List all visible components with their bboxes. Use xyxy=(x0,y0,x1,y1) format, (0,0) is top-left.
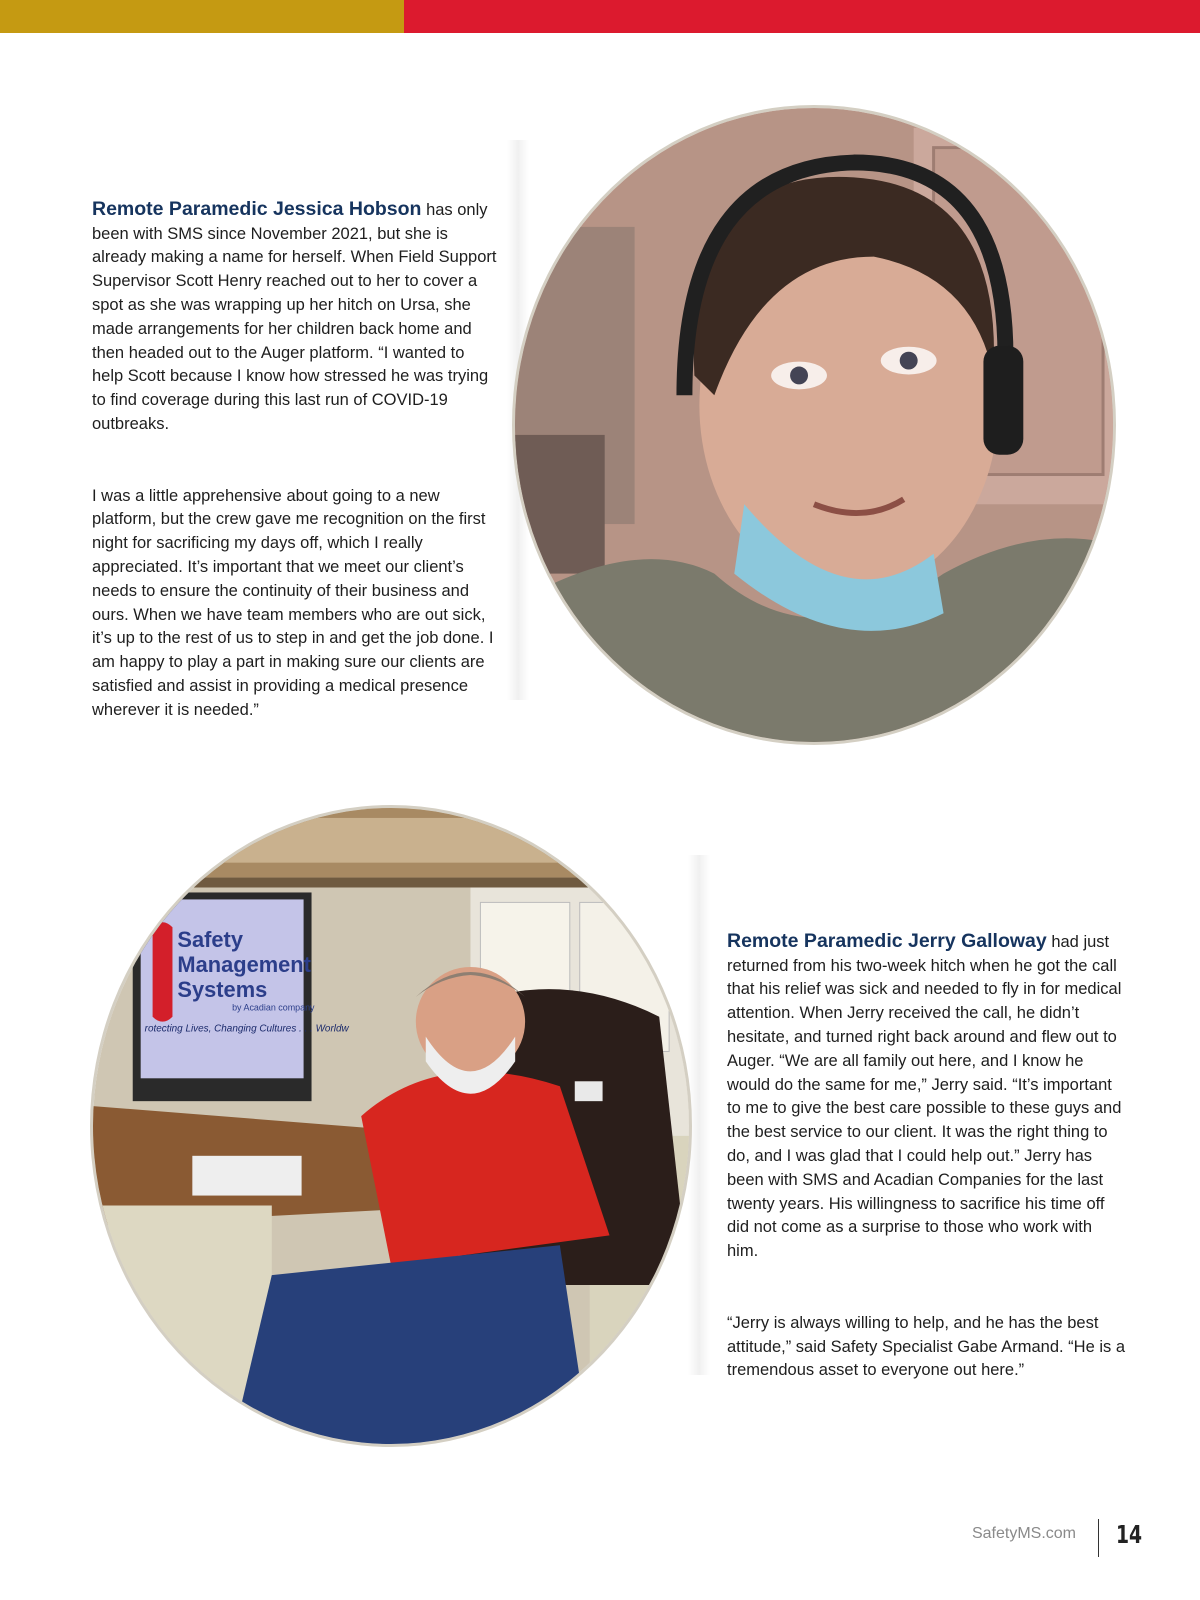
profile-jessica-paragraph-2: I was a little apprehensive about going to a new platform, but the crew gave me recognition on the first night for sacrificing my days off, which I really appreciated. It’s important that we meet our client’s needs to ensure the continuity of their business and ours. When we have team members who are out sick, it’s up to the rest of us to step in and get the job done. I am happy to play a part in making sure our clients are satisfied and assist in providing a medical presence wherever it is needed.” xyxy=(92,486,494,719)
profile-jessica-intro: has only been with SMS since November 2021, but she is already making a name for herself. When Field Support Supervisor Scott Henry reached out to her to cover a spot as she was wrapping up her hitch on Ursa, she made arrangements for her children back home and then headed out to the Auger platform. “I wanted to help Scott because I know how stressed he was trying to find coverage during this last run of COVID-19 outbreaks. xyxy=(92,200,497,433)
photo-jessica xyxy=(512,105,1116,745)
header-red-band xyxy=(404,0,1200,33)
profile-jessica-heading: Remote Paramedic Jessica Hobson xyxy=(92,197,422,220)
profile-jerry-heading: Remote Paramedic Jerry Galloway xyxy=(727,929,1047,952)
photo-jerry xyxy=(90,805,692,1447)
profile-jerry-text xyxy=(727,906,1127,1407)
footer-site-url[interactable]: SafetyMS.com xyxy=(971,1525,1076,1542)
photo-jessica-illustration xyxy=(515,108,1113,742)
monitor-logo-sub: by Acadian company xyxy=(232,1002,315,1013)
monitor-logo-tagline: rotecting Lives, Changing Cultures . . . Worldw xyxy=(144,1023,349,1035)
monitor-logo-line-3: Systems xyxy=(177,976,268,1002)
profile-jerry-intro: had just returned from his two-week hitch when he got the call that his relief was sick and needed to fly in for medical attention. When Jerry received the call, he didn’t hesitate, and turned right back around and flew out to Auger. “We are all family out here, and I know he would do the same for me,” Jerry said. “It’s important to me to give the best care possible to these guys and the best service to our client. It was the right thing to do, and I was glad that I could help out.” Jerry has been with SMS and Acadian Companies for the last twenty years. His willingness to sacrifice his time off did not come as a surprise to those who work with him. xyxy=(727,932,1122,1261)
profile-jerry-paragraph-1 xyxy=(727,930,1127,1264)
monitor-logo-line-2: Management xyxy=(177,951,311,977)
photo-jerry-illustration xyxy=(93,808,689,1444)
profile-jerry-quote: “Jerry is always willing to help, and he has the best attitude,” said Safety Specialist Gabe Armand. “He is a tremendous asset to everyone out here.” xyxy=(727,1313,1126,1380)
profile-jessica-paragraph-1 xyxy=(92,198,497,437)
page-number: 14 xyxy=(1116,1520,1143,1549)
footer-divider xyxy=(1098,1519,1099,1557)
monitor-logo-line-1: Safety xyxy=(177,927,243,953)
profile-jessica-text xyxy=(92,174,497,770)
header-gold-band xyxy=(0,0,404,33)
